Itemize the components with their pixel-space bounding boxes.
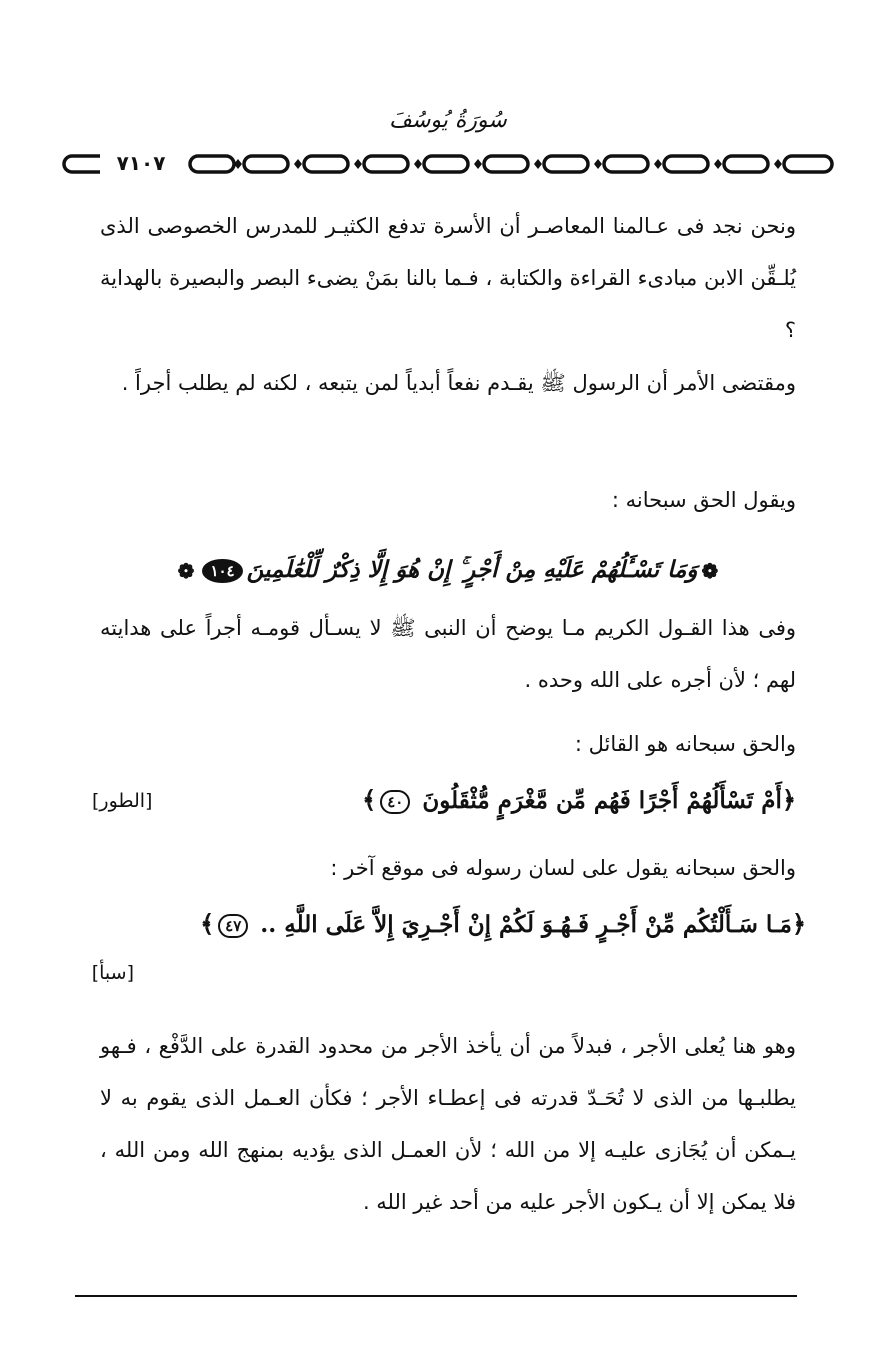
footer-divider bbox=[75, 1295, 797, 1297]
verse-text: وَمَا تَسْـَٔلُهُمْ عَلَيْهِ مِنْ أَجْرٍ ۚ إِنْ هُوَ إِلَّا ذِكْرٌ لِّلْعَٰلَمِينَ bbox=[246, 556, 698, 583]
close-bracket: ﴾ bbox=[362, 785, 377, 814]
paragraph-2: ومقتضى الأمر أن الرسول ﷺ يقـدم نفعاً أبدياً لمن يتبعه ، لكنه لم يطلب أجراً . bbox=[121, 371, 796, 395]
surah-reference-saba: [سبأ] bbox=[91, 962, 134, 984]
verse-number: ٤٧ bbox=[218, 914, 248, 938]
open-bracket: ﴿ bbox=[781, 785, 796, 814]
paragraph-4: وفى هذا القـول الكريم مـا يوضح أن النبى ﷺ لا يسـأل قومـه أجراً على هدايته لهم ؛ لأن أجره على الله وحده . bbox=[100, 616, 796, 692]
verse-text: مَـا سَـأَلْتُكُم مِّنْ أَجْـرٍ فَـهُـوَ لَكُمْ إِنْ أَجْـرِيَ إِلاَّ عَلَى اللَّهِ .. bbox=[260, 911, 792, 938]
paragraph-3: ويقول الحق سبحانه : bbox=[611, 488, 796, 512]
verse-ornament-icon: ❁ bbox=[701, 559, 719, 583]
verse-number: ١٠٤ bbox=[202, 559, 242, 583]
verse-tur-40 bbox=[100, 780, 796, 821]
verse-saba-47 bbox=[90, 904, 806, 945]
paragraph-7: وهو هنا يُعلى الأجر ، فبدلاً من أن يأخذ الأجر من محدود القدرة على الدَّفْع ، فـهو يطلبـها من الذى لا تُحَـدّ قدرته فى إعطـاء الأجر ؛ فكأن العـمل الذى يقوم به لا يـمكن أن يُجَازى عليـه إلا من الله ؛ لأن العمـل الذى يؤديه بمنهج الله ومن الله ، فلا يمكن إلا أن يـكون الأجر عليه من أحد غير الله . bbox=[100, 1034, 796, 1214]
paragraph-5: والحق سبحانه هو القائل : bbox=[574, 732, 796, 756]
page-number: ٧١٠٧ bbox=[100, 150, 182, 176]
open-bracket: ﴿ bbox=[791, 909, 806, 938]
verse-text: أَمْ تَسْأَلُهُمْ أَجْرًا فَهُم مِّن مَّغْرَمٍ مُّثْقَلُونَ bbox=[422, 787, 782, 814]
surah-title: سُورَةُ يُوسُفَ bbox=[389, 108, 507, 133]
close-bracket: ﴾ bbox=[200, 909, 215, 938]
paragraph-6: والحق سبحانه يقول على لسان رسوله فى موقع آخر : bbox=[330, 856, 796, 880]
verse-ornament-icon: ❁ bbox=[177, 559, 195, 583]
paragraph-1: ونحن نجد فى عـالمنا المعاصـر أن الأسرة تدفع الكثيـر للمدرس الخصوصى الذى يُلـقِّن الابن مبادىء القراءة والكتابة ، فـما بالنا بمَنْ يضىء البصر والبصيرة بالهداية ؟ bbox=[100, 214, 796, 342]
surah-reference-tur: [الطور] bbox=[92, 790, 153, 812]
verse-number: ٤٠ bbox=[380, 790, 410, 814]
verse-104 bbox=[100, 550, 796, 591]
